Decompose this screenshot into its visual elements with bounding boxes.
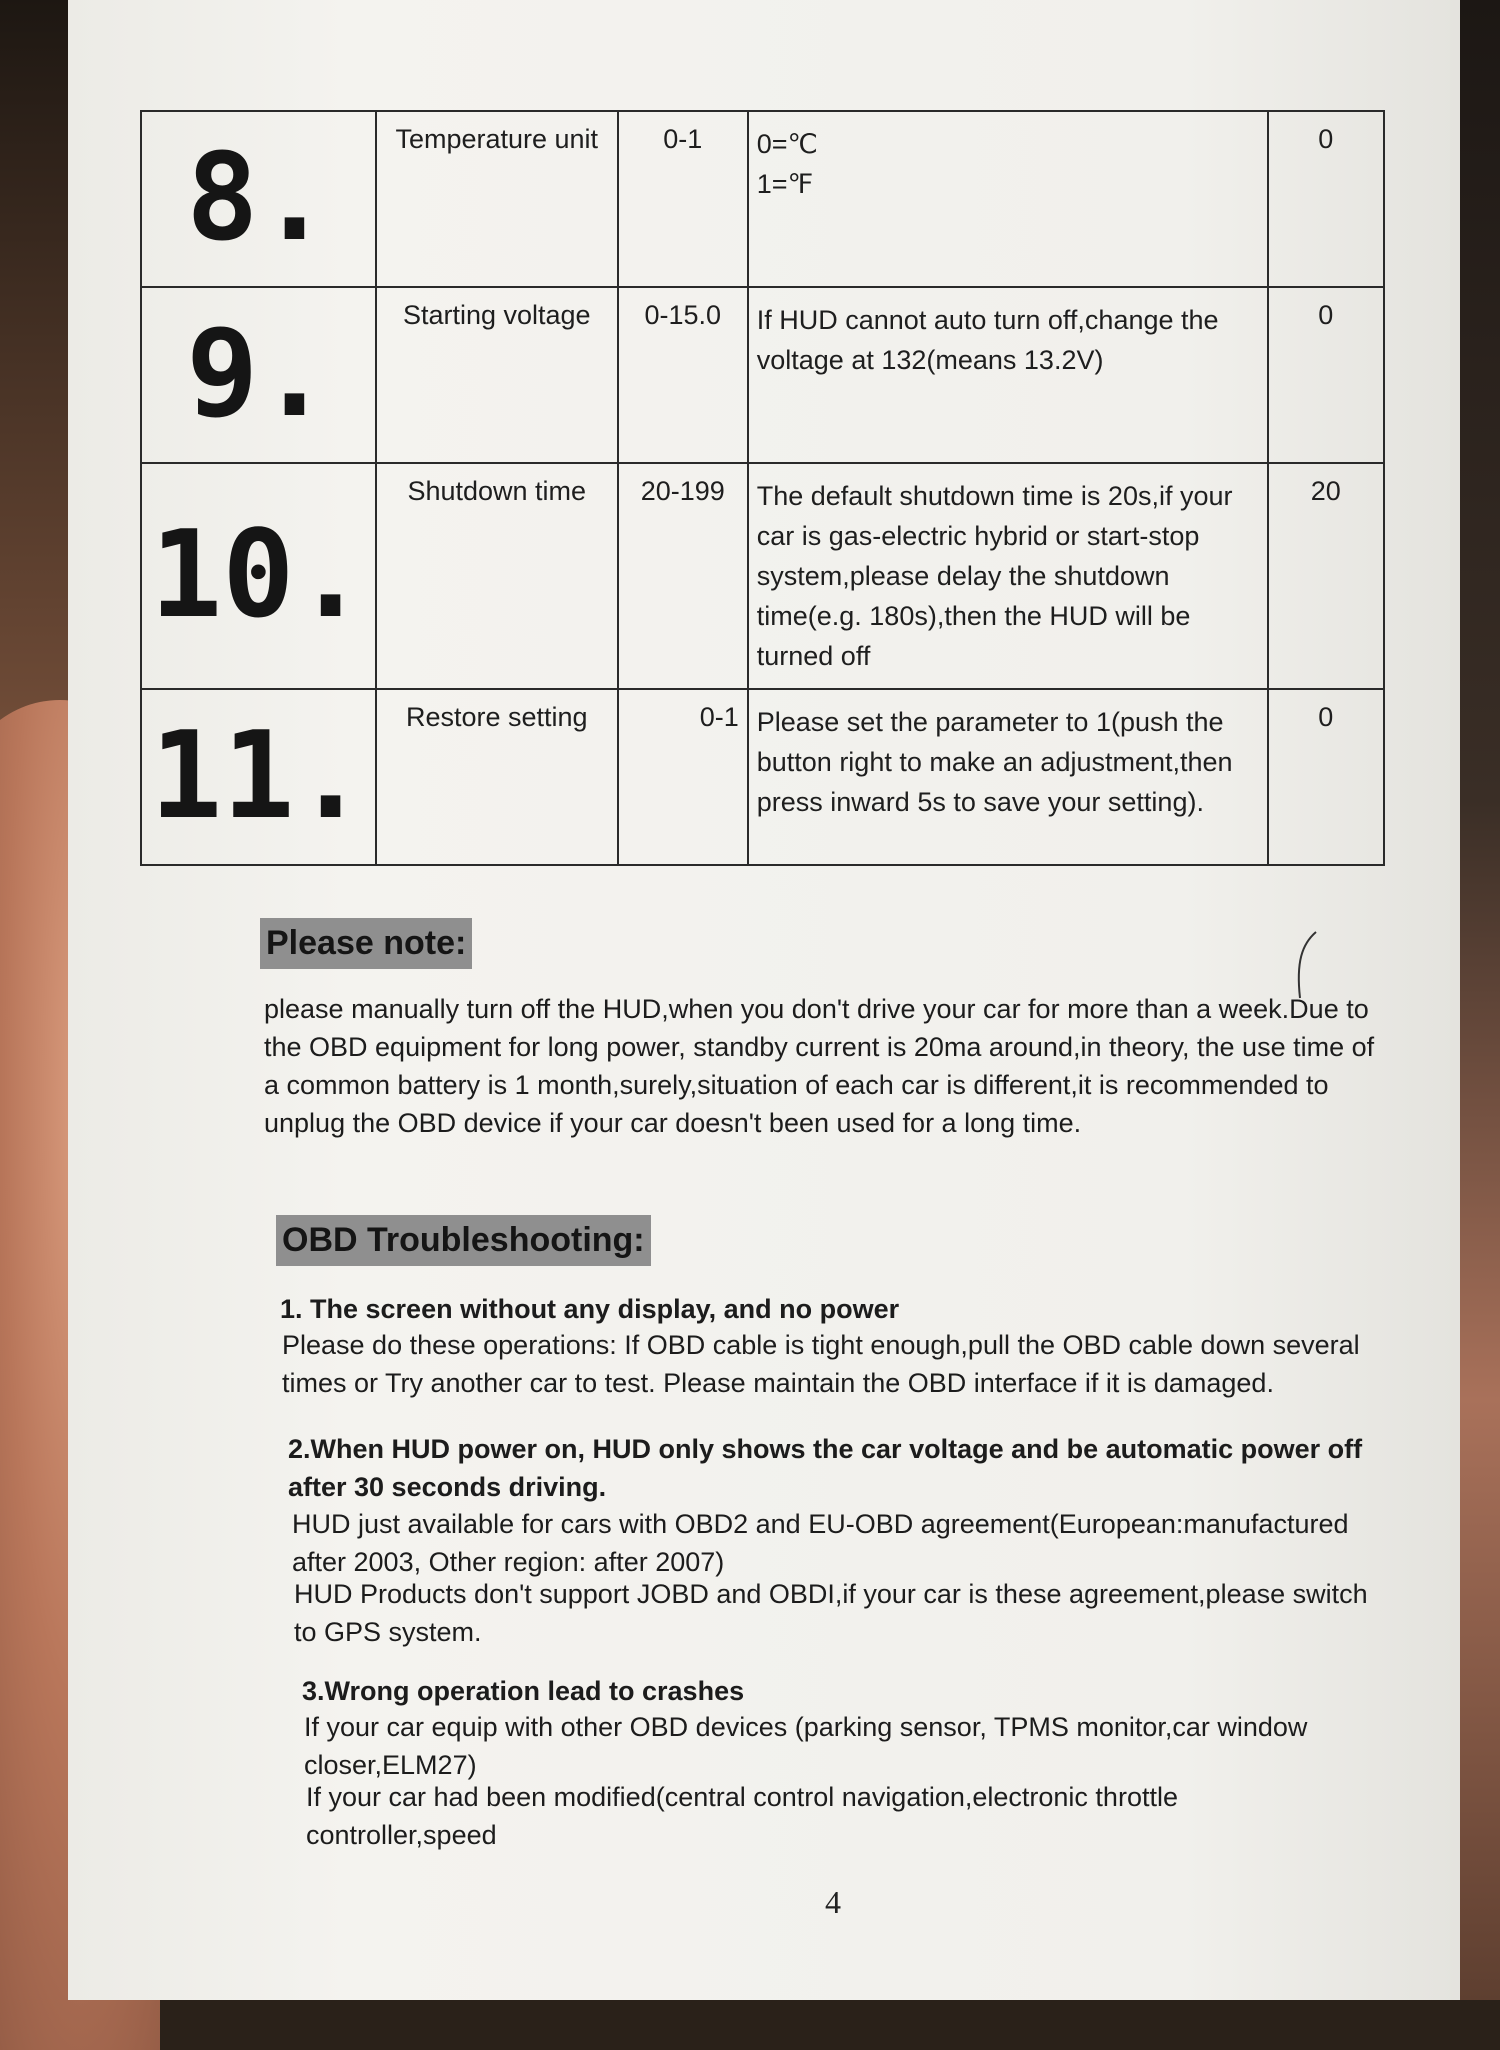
table-row [141, 463, 1384, 689]
row-name: Shutdown time [376, 463, 618, 689]
troubleshooting-heading: OBD Troubleshooting: [276, 1215, 651, 1266]
row-code-cell [141, 463, 376, 689]
row-code-cell [141, 111, 376, 287]
trouble-item-3-text-1: If your car equip with other OBD devices (parking sensor, TPMS monitor,car window closer,ELM27) [304, 1712, 1308, 1780]
page-number: 4 [825, 1884, 841, 1920]
row-range: 0-15.0 [618, 287, 748, 463]
segment-code: 11. [150, 707, 367, 846]
parameter-table [140, 110, 1385, 866]
please-note-body: please manually turn off the HUD,when you don't drive your car for more than a week.Due to the OBD equipment for long power, standby current is 20ma around,in theory, the use time of a common battery is 1 month,surely,situation of each car is different,it is recommended to unplug the OBD device if your car doesn't been used for a long time. [264, 994, 1375, 1138]
row-default: 0 [1268, 111, 1384, 287]
row-default: 20 [1268, 463, 1384, 689]
trouble-item-1-title: 1. The screen without any display, and no power [280, 1294, 900, 1324]
row-description: The default shutdown time is 20s,if your car is gas-electric hybrid or start-stop system,please delay the shutdown time(e.g. 180s),then the HUD will be turned off [748, 463, 1268, 689]
trouble-item-3-title: 3.Wrong operation lead to crashes [302, 1676, 745, 1706]
row-code-cell [141, 689, 376, 865]
trouble-item-2-text-2: HUD Products don't support JOBD and OBDI,if your car is these agreement,please switch to GPS system. [294, 1579, 1368, 1647]
row-name: Temperature unit [376, 111, 618, 287]
trouble-item-1-text: Please do these operations: If OBD cable is tight enough,pull the OBD cable down several times or Try another car to test. Please maintain the OBD interface if it is damaged. [282, 1330, 1360, 1398]
trouble-item-2-text-1: HUD just available for cars with OBD2 and EU-OBD agreement(European:manufactured after 2003, Other region: after 2007) [292, 1509, 1349, 1577]
table-row [141, 689, 1384, 865]
row-name: Restore setting [376, 689, 618, 865]
row-code-cell [141, 287, 376, 463]
row-default: 0 [1268, 689, 1384, 865]
segment-code: 10. [150, 506, 367, 645]
row-description: Please set the parameter to 1(push the button right to make an adjustment,then press inward 5s to save your setting). [748, 689, 1268, 865]
table-row [141, 111, 1384, 287]
row-range: 0-1 [618, 689, 748, 865]
trouble-item-3-text-2: If your car had been modified(central control navigation,electronic throttle controller,speed [306, 1782, 1178, 1850]
row-name: Starting voltage [376, 287, 618, 463]
row-range: 0-1 [618, 111, 748, 287]
row-default: 0 [1268, 287, 1384, 463]
trouble-item-2-title: 2.When HUD power on, HUD only shows the car voltage and be automatic power off after 30 seconds driving. [288, 1434, 1363, 1502]
segment-code: 8. [186, 129, 331, 268]
row-description: If HUD cannot auto turn off,change the voltage at 132(means 13.2V) [748, 287, 1268, 463]
row-description: 0=℃ 1=℉ [748, 111, 1268, 287]
row-range: 20-199 [618, 463, 748, 689]
please-note-heading: Please note: [260, 918, 472, 969]
table-row [141, 287, 1384, 463]
segment-code: 9. [186, 305, 331, 444]
